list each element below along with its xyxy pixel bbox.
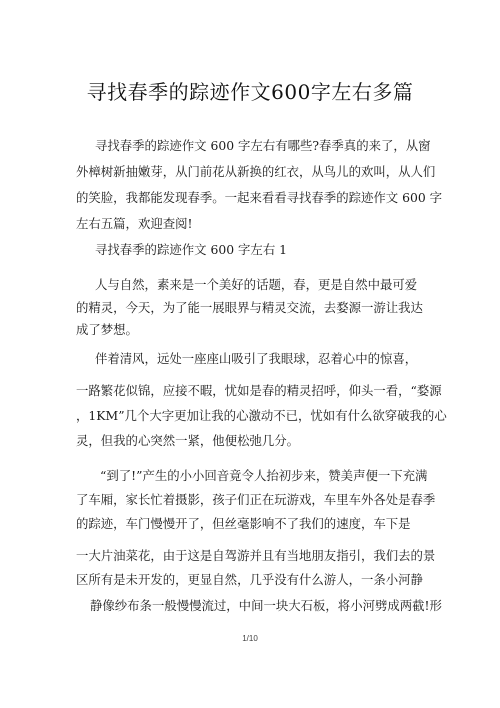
paragraph-line: 伴着清风，远处一座座山吸引了我眼球，忍着心中的惊喜， — [95, 351, 418, 366]
section-heading: 寻找春季的踪迹作文 600 字左右 1 — [95, 242, 288, 257]
paragraph-line: 的精灵，今天，为了能一展眼界与精灵交流，去婺源一游让我达 — [76, 300, 423, 315]
paragraph-line: 一大片油菜花，由于这是自驾游并且有当地朋友指引，我们去的景 — [76, 548, 436, 563]
paragraph-line: 的踪迹，车门慢慢开了，但丝毫影响不了我们的速度，车下是 — [76, 516, 411, 531]
paragraph-line: ，1KM”几个大字更加让我的心激动不已，忧如有什么欲穿破我的心 — [76, 408, 447, 423]
paragraph-line: 寻找春季的踪迹作文 600 字左右有哪些?春季真的来了，从窗 — [95, 138, 431, 153]
paragraph-line: “到了!”产生的小小回音竟令人抬初步来，赞美声便一下充满 — [100, 468, 428, 483]
paragraph-line: 静像纱布条一般慢慢流过，中间一块大石板，将小河劈成两截!形 — [90, 598, 442, 613]
page-title: 寻找春季的踪迹作文600字左右多篇 — [86, 80, 414, 104]
page-number: 1/10 — [242, 634, 258, 643]
paragraph-line: 人与自然，素来是一个美好的话题，春，更是自然中最可爱 — [95, 277, 418, 292]
paragraph-line: 灵，但我的心突然一紧，他便松弛几分。 — [76, 433, 300, 448]
paragraph-line: 成了梦想。 — [76, 322, 138, 337]
paragraph-line: 一路繁花似锦，应接不暇，忧如是春的精灵招呼，仰头一看，“婺源 — [76, 383, 442, 398]
paragraph-line: 的笑脸，我都能发现春季。一起来看看寻找春季的踪迹作文 600 字 — [76, 190, 443, 205]
paragraph-line: 了车厢，家长忙着摄影，孩子们正在玩游戏，车里车外各处是春季 — [76, 492, 436, 507]
paragraph-line: 左右五篇，欢迎查阅! — [76, 216, 193, 231]
paragraph-line: 外樟树新抽嫩芽，从门前花从新换的红衣，从鸟儿的欢叫，从人们 — [76, 164, 436, 179]
paragraph-line: 区所有是未开发的，更显自然，几乎没有什么游人，一条小河静 — [76, 572, 423, 587]
